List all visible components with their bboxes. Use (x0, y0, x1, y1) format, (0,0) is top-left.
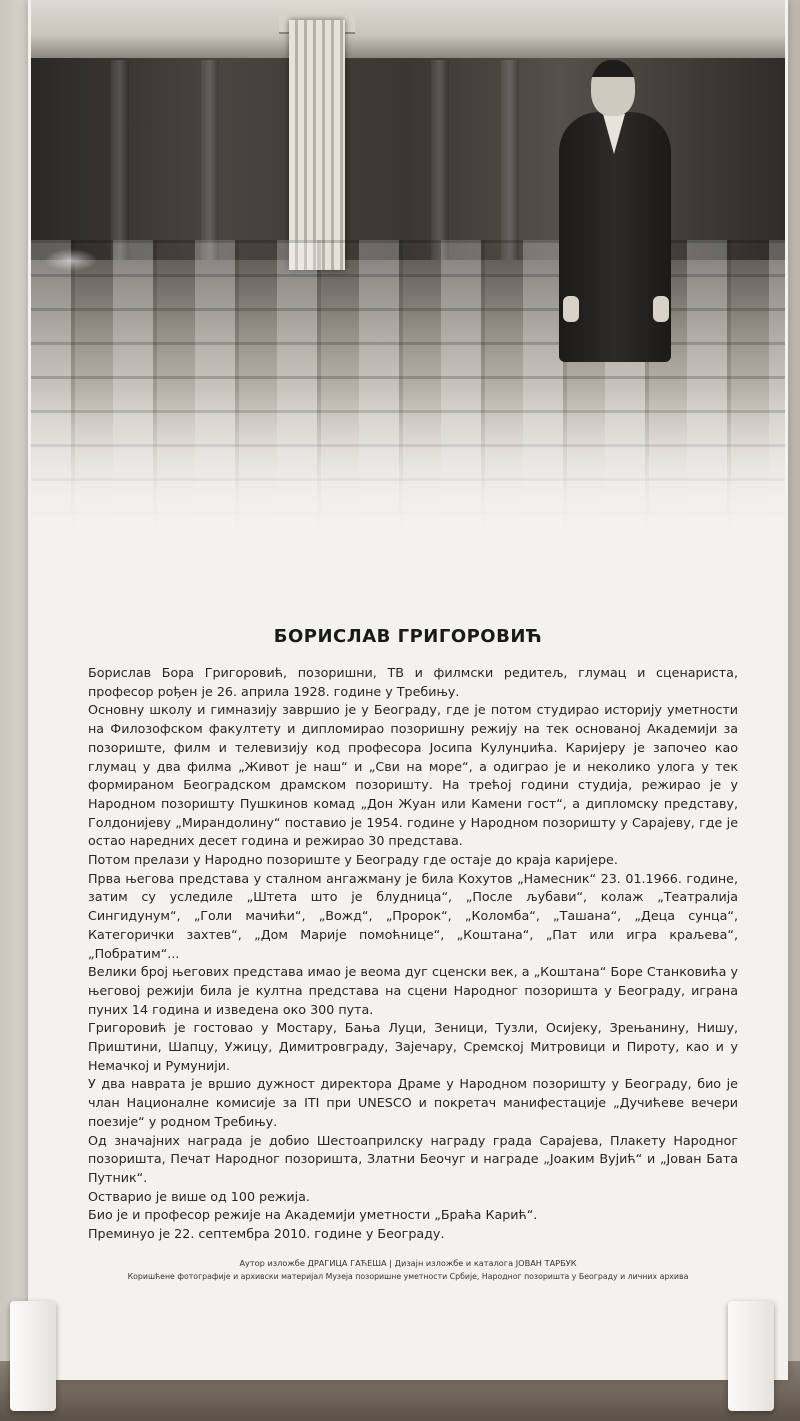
panel-title: БОРИСЛАВ ГРИГОРОВИЋ (273, 626, 543, 647)
figure-hand (653, 296, 669, 322)
standing-man-figure (541, 60, 691, 360)
curtain-fold (111, 60, 129, 260)
credits-sources-line: Коришћене фотографије и архивски материјал Музеја позоришне уметности Србије, Народног позоришта у Београду и личних архива (127, 1272, 689, 1281)
bio-paragraph: Велики број његових представа имао је веома дуг сценски век, а „Коштана“ Боре Станковића у његовој режији била је култна представа на сцени Народног позоришта у Београду, играна пуних 14 година и изведена око 300 пута. (88, 964, 738, 1017)
credits (88, 1257, 728, 1283)
credits-author-line: Аутор изложбе ДРАГИЦА ГАЋЕША | Дизајн изложбе и каталога ЈОВАН ТАРБУК (239, 1258, 577, 1268)
figure-hand (563, 296, 579, 322)
fluted-column (289, 20, 345, 270)
bio-paragraph: Григоровић је гостовао у Мостару, Бања Луци, Зеници, Тузли, Осијеку, Зрењанину, Нишу, Приштини, Шапцу, Ужицу, Димитровграду, Зајечару, Сремској Митровици и Пироту, као и у Немачкој и Румунији. (88, 1020, 738, 1073)
archival-photo (31, 0, 785, 560)
curtain-fold (201, 60, 219, 260)
bio-paragraph: У два наврата је вршио дужност директора Драме у Народном позоришту у Београду, био је члан Националне комисије за ITI при UNESCO и покретач манифестације „Дучићеве вечери поезије“ у родном Требињу. (88, 1076, 738, 1129)
exhibition-panel (28, 0, 788, 1380)
bio-paragraph: Основну школу и гимназију завршио је у Београду, где је потом студирао историју уметности на Филозофском факултету и дипломирао позоришну режију на тек основаној Академији за позориште, филм и телевизију код професора Јосипа Кулунџића. Каријеру је започео као глумац у два филма „Живот је наш“ и „Сви на море“, а одиграо је и неколико улога у тек формираном Београдском драмском позоришту. На трећој години студија, режирао је у Народном позоришту Пушкинов комад „Дон Жуан или Камени гост“, а дипломску представу, Голдонијеву „Мирандолину“ поставио је 1954. године у Народном позоришту у Сарајеву, где је остао наредних десет година и режирао 30 представа. (88, 702, 738, 849)
bio-paragraph: Остварио је више од 100 режија. (88, 1188, 310, 1204)
balcony-rail (31, 0, 785, 58)
photo-fade (31, 390, 785, 560)
panel-stand-left (10, 1301, 56, 1411)
biography-text (88, 664, 738, 1244)
figure-head (591, 60, 635, 116)
panel-stand-right (728, 1301, 774, 1411)
bio-paragraph: Био је и професор режије на Академији уметности „Браћа Карић“. (88, 1207, 538, 1223)
curtain-fold (501, 60, 519, 260)
bio-paragraph: Од значајних награда је добио Шестоаприлску награду града Сарајева, Плакету Народног позоришта, Печат Народног позоришта, Златни Беочуг и награде „Јоаким Вујић“ и „Јован Бата Путник“. (88, 1132, 738, 1185)
bio-paragraph: Прва његова представа у сталном ангажману је била Кохутов „Намесник“ 23. 01.1966. године, затим су уследиле „Штета што је блудница“, „После љубави“, колаж „Театралија Сингидунум“, „Голи мачићи“, „Вожд“, „Пророк“, „Коломба“, „Ташана“, „Деца сунца“, Категорички захтев“, „Дом Марије помоћнице“, „Коштана“, „Пат или игра краљева“, „Побратим“... (88, 870, 738, 961)
bio-paragraph: Борислав Бора Григоровић, позоришни, ТВ и филмски редитељ, глумац и сценариста, професор рођен је 26. априла 1928. године у Требињу. (88, 665, 738, 699)
bio-paragraph: Преминуо је 22. септембра 2010. године у Београду. (88, 1226, 445, 1242)
curtain-fold (431, 60, 449, 260)
bio-paragraph: Потом прелази у Народно позориште у Београду где остаје до краја каријере. (88, 852, 618, 868)
